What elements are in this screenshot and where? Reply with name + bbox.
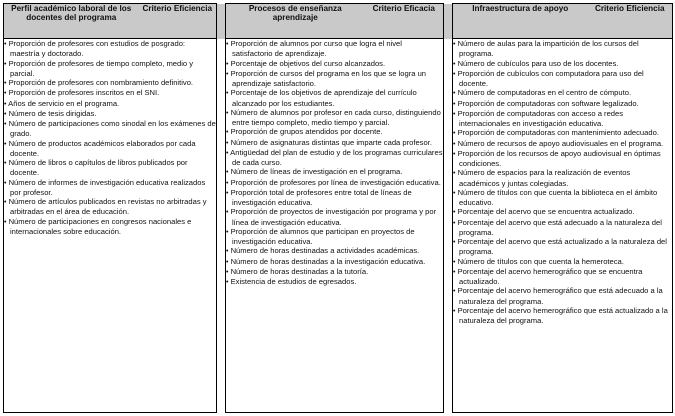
indicator-item [453, 88, 672, 98]
indicator-text: Número de espacios para la realización de eventos académicos y juntas colegiadas. [457, 168, 631, 188]
bullet-icon: • [226, 90, 229, 98]
bullet-icon: • [4, 110, 7, 118]
bullet-icon: • [453, 140, 456, 148]
indicator-text: Porcentaje del acervo que está actualizado a la naturaleza del programa. [457, 237, 667, 257]
indicator-text: Porcentaje del acervo hemerográfico que se encuentra actualizado. [457, 266, 643, 286]
indicator-item [453, 99, 672, 109]
bullet-icon: • [4, 100, 7, 108]
indicator-item [453, 207, 672, 217]
indicator-item [453, 59, 672, 69]
indicator-item [4, 78, 216, 88]
indicator-item [4, 197, 216, 217]
header-criterion-3: Criterio Eficiencia [588, 4, 673, 39]
bullet-icon: • [4, 60, 7, 68]
indicator-text: Número de horas destinadas a actividades académicas. [230, 246, 420, 256]
indicator-item [4, 119, 216, 139]
indicators-table [3, 3, 673, 413]
indicator-text: Número de alumnos por profesor en cada curso, distinguiendo entre tiempo completo, medio tiempo y parcial. [230, 107, 441, 127]
indicator-text: Porcentaje del acervo hemerográfico que está adecuado a la naturaleza del programa. [457, 286, 663, 306]
indicator-text: Proporción de grupos atendidos por docente. [230, 127, 383, 137]
indicator-item [453, 306, 672, 326]
indicator-text: Número de computadoras en el centro de cómputo. [457, 88, 632, 98]
bullet-icon: • [453, 150, 456, 158]
header-criterion-1: Criterio Eficiencia [139, 4, 217, 39]
indicator-item [453, 149, 672, 169]
indicator-text: Número de horas destinadas a la investigación educativa. [230, 256, 426, 266]
bullet-icon: • [453, 189, 456, 197]
bullet-icon: • [226, 41, 229, 48]
indicator-text: Número de horas destinadas a la tutoría. [230, 266, 369, 276]
indicator-text: Antigüedad del plan de estudio y de los programas curriculares de cada curso. [230, 147, 443, 167]
indicator-text: Porcentaje del acervo hemerográfico que está actualizado a la naturaleza del programa. [457, 305, 668, 325]
indicator-text: Proporción de alumnos por curso que logra el nivel satisfactorio de aprendizaje. [230, 39, 402, 59]
indicator-item [453, 267, 672, 287]
bullet-icon: • [453, 268, 456, 276]
bullet-icon: • [453, 288, 456, 296]
indicator-item [4, 88, 216, 98]
indicator-item [453, 286, 672, 306]
indicator-item [453, 168, 672, 188]
indicator-text: Número de cubículos para uso de los docentes. [457, 58, 619, 68]
indicator-item [226, 88, 443, 108]
indicator-item [226, 227, 443, 247]
indicator-text: Proporción de profesores inscritos en el SNI. [8, 88, 160, 98]
indicator-text: Número de tesis dirigidas. [8, 108, 97, 118]
indicator-item [453, 69, 672, 89]
indicator-list-infraestructura [453, 39, 673, 413]
bullet-icon: • [226, 279, 229, 286]
indicator-text: Número de participaciones en congresos nacionales e internacionales sobre educación. [8, 216, 192, 236]
column-gap [444, 4, 453, 39]
indicator-text: Número de líneas de investigación en el programa. [230, 167, 403, 177]
header-title-3: Infraestructura de apoyo [453, 4, 588, 39]
indicator-text: Número de aulas para la impartición de los cursos del programa. [457, 39, 639, 59]
indicator-item [4, 99, 216, 109]
bullet-icon: • [4, 160, 7, 167]
bullet-icon: • [453, 170, 456, 178]
header-title-2: Procesos de enseñanza aprendizaje [226, 4, 365, 39]
bullet-icon: • [453, 258, 456, 266]
indicator-item [4, 109, 216, 119]
indicator-text: Proporción de profesores con nombramiento definitivo. [8, 78, 194, 87]
indicator-text: Proporción de profesores de tiempo completo, medio y parcial. [8, 58, 194, 78]
bullet-icon: • [226, 179, 229, 187]
indicator-item [226, 246, 443, 256]
indicator-item [226, 59, 443, 69]
indicator-text: Número de participaciones como sinodal en los exámenes de grado. [8, 119, 216, 139]
indicator-text: Proporción de computadoras con software legalizado. [457, 98, 639, 108]
bullet-icon: • [226, 209, 229, 217]
indicator-item [226, 277, 443, 287]
indicator-item [453, 237, 672, 257]
bullet-icon: • [453, 130, 456, 138]
indicator-item [226, 127, 443, 137]
bullet-icon: • [453, 60, 456, 68]
indicator-item [226, 267, 443, 277]
bullet-icon: • [226, 189, 229, 197]
indicator-text: Proporción total de profesores entre total de líneas de investigación educativa. [230, 187, 412, 207]
bullet-icon: • [226, 258, 229, 266]
indicator-item [226, 257, 443, 267]
indicator-item [4, 217, 216, 237]
bullet-icon: • [226, 129, 229, 137]
bullet-icon: • [226, 109, 229, 117]
bullet-icon: • [4, 218, 7, 226]
indicator-text: Número de títulos con que cuenta la hemeroteca. [457, 256, 624, 266]
indicator-list-perfil [4, 39, 217, 413]
indicator-item [4, 139, 216, 159]
indicator-text: Proporción de computadoras con mantenimiento adecuado. [457, 128, 659, 138]
indicator-text: Proporción de alumnos que participan en proyectos de investigación educativa. [230, 226, 415, 246]
indicator-text: Proporción de proyectos de investigación por programa y por línea de investigación educativa. [230, 207, 437, 227]
bullet-icon: • [453, 110, 456, 118]
bullet-icon: • [226, 70, 229, 78]
header-row [4, 4, 673, 39]
header-title-1: Perfil académico laboral de los docentes del programa [4, 4, 139, 39]
bullet-icon: • [4, 199, 7, 206]
bullet-icon: • [226, 149, 229, 157]
indicator-item [4, 39, 216, 59]
indicator-item [226, 69, 443, 89]
header-criterion-2: Criterio Eficacia [365, 4, 444, 39]
bullet-icon: • [4, 179, 7, 187]
indicator-text: Número de libros o capítulos de libros publicados por docente. [8, 158, 188, 178]
bullet-icon: • [226, 169, 229, 177]
indicator-item [4, 59, 216, 79]
indicator-text: Número de informes de investigación educativa realizados por profesor. [8, 177, 206, 197]
indicator-item [226, 108, 443, 128]
indicator-text: Número de productos académicos elaborados por cada docente. [8, 138, 196, 158]
bullet-icon: • [453, 90, 456, 98]
indicator-item [4, 158, 216, 178]
column-gap [217, 39, 229, 413]
indicator-item [226, 207, 443, 227]
indicator-text: Porcentaje del acervo que se encuentra actualizado. [457, 207, 635, 217]
bullet-icon: • [453, 239, 456, 246]
indicator-text: Proporción de profesores por línea de investigación educativa. [230, 177, 441, 187]
indicator-item [226, 188, 443, 208]
bullet-icon: • [453, 307, 456, 315]
bullet-icon: • [453, 41, 456, 48]
indicator-item [4, 178, 216, 198]
bullet-icon: • [226, 139, 229, 147]
indicator-item [226, 167, 443, 177]
indicator-text: Número de títulos con que cuenta la biblioteca en el ámbito educativo. [457, 187, 658, 207]
indicator-text: Existencia de estudios de egresados. [230, 277, 357, 286]
indicator-text: Proporción de los recursos de apoyo audiovisual en óptimas condiciones. [457, 148, 661, 168]
indicator-list-procesos [226, 39, 444, 413]
bullet-icon: • [226, 268, 229, 276]
indicator-text: Número de asignaturas distintas que imparte cada profesor. [230, 137, 432, 147]
bullet-icon: • [226, 248, 229, 256]
indicator-text: Porcentaje del acervo que está adecuado a la naturaleza del programa. [457, 217, 662, 237]
indicator-text: Porcentaje de los objetivos de aprendizaje del currículo alcanzado por los estudiantes. [230, 88, 417, 108]
indicator-item [453, 257, 672, 267]
indicator-item [453, 188, 672, 208]
bullet-icon: • [453, 70, 456, 78]
indicator-text: Proporción de profesores con estudios de posgrado: maestría y doctorado. [8, 39, 186, 59]
indicator-text: Proporción de cubículos con computadora para uso del docente. [457, 68, 644, 88]
indicator-text: Años de servicio en el programa. [8, 98, 120, 108]
indicator-item [453, 139, 672, 149]
bullet-icon: • [453, 219, 456, 227]
column-gap [444, 39, 456, 413]
bullet-icon: • [453, 209, 456, 217]
body-row [4, 39, 673, 413]
bullet-icon: • [4, 41, 7, 48]
bullet-icon: • [4, 121, 7, 128]
column-gap [217, 4, 226, 39]
indicator-text: Porcentaje de objetivos del curso alcanzados. [230, 58, 386, 68]
indicator-item [453, 218, 672, 238]
bullet-icon: • [4, 80, 7, 87]
bullet-icon: • [453, 100, 456, 108]
indicator-item [453, 109, 672, 129]
indicator-item [226, 178, 443, 188]
bullet-icon: • [226, 60, 229, 68]
bullet-icon: • [4, 140, 7, 148]
indicator-item [226, 138, 443, 148]
indicator-text: Proporción de cursos del programa en los que se logra un aprendizaje satisfactorio. [230, 68, 427, 88]
indicator-item [226, 39, 443, 59]
bullet-icon: • [226, 228, 229, 236]
indicator-item [453, 39, 672, 59]
indicator-text: Proporción de computadoras con acceso a redes internacionales en investigación educativa. [457, 108, 624, 128]
indicator-text: Número de recursos de apoyo audiovisuales en el programa. [457, 138, 664, 148]
indicator-item [453, 128, 672, 138]
bullet-icon: • [4, 90, 7, 98]
indicator-text: Número de artículos publicados en revistas no arbitradas y arbitradas en el área de educación. [8, 197, 207, 217]
indicator-item [226, 148, 443, 168]
